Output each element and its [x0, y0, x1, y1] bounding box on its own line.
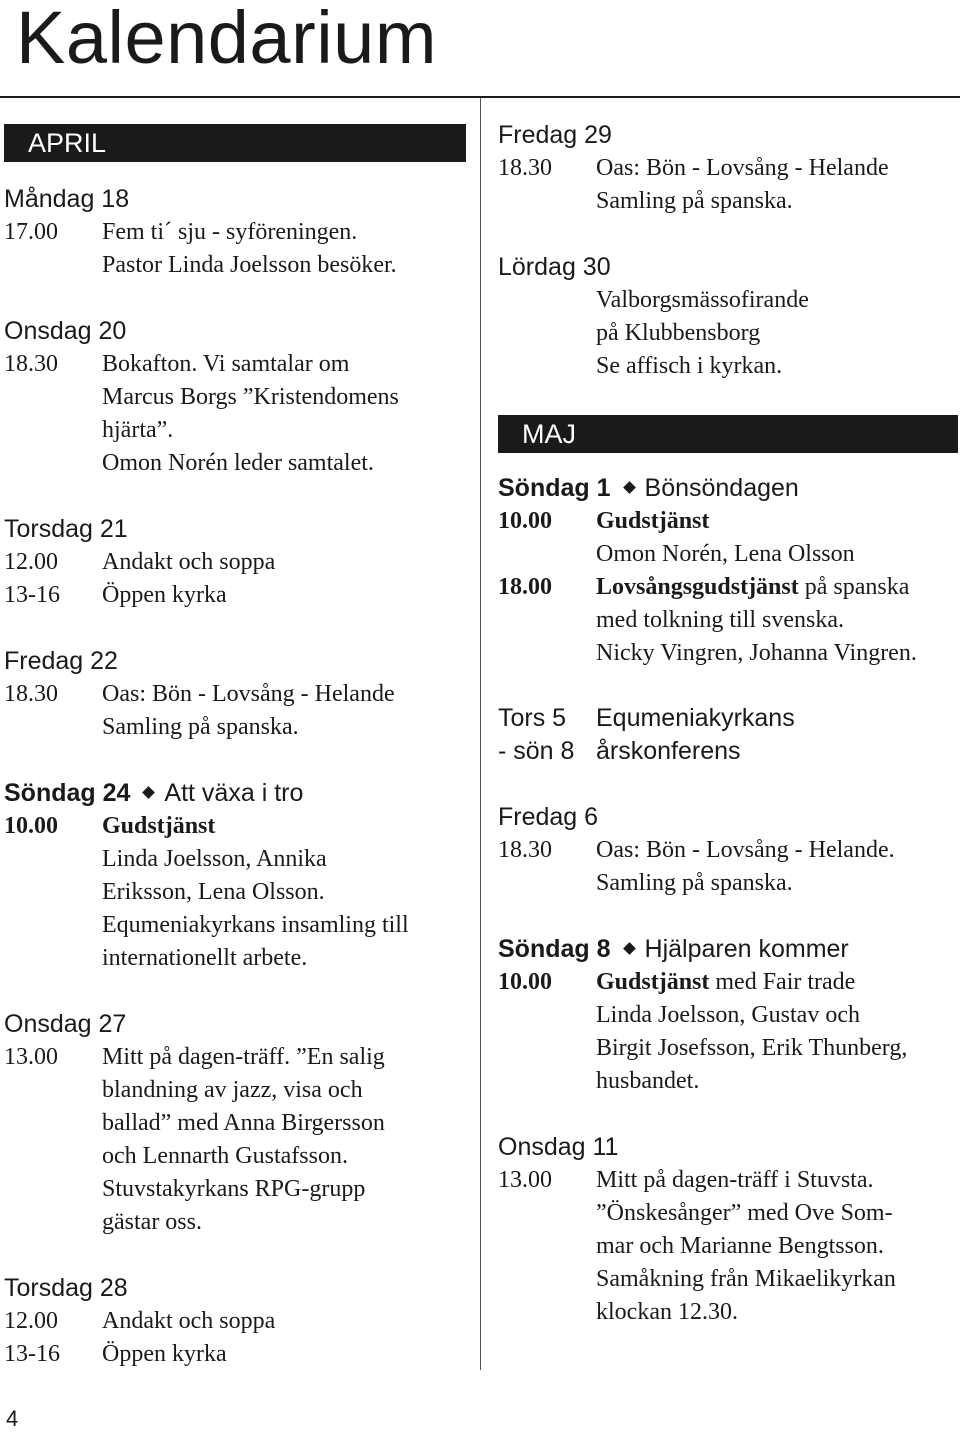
day-entry [4, 1007, 466, 1239]
event-row [4, 216, 466, 282]
event-line: ”Önskesånger” med Ove Som- [596, 1200, 893, 1226]
event-text [596, 571, 958, 670]
day-heading [498, 250, 958, 284]
event-row [4, 1305, 466, 1338]
day-name: Fredag 6 [498, 803, 599, 831]
event-text [102, 1041, 466, 1239]
day-theme: Hjälparen kommer [644, 935, 849, 963]
day-name: Onsdag 20 [4, 317, 127, 345]
day-entry [4, 314, 466, 480]
day-name: Torsdag 28 [4, 1274, 128, 1302]
day-heading [498, 1130, 958, 1164]
day-heading [498, 932, 958, 966]
event-line: Oas: Bön - Lovsång - Helande [596, 155, 889, 181]
event-line: Linda Joelsson, Gustav och [596, 1002, 860, 1028]
day-name: Lördag 30 [498, 253, 611, 281]
event-lead: Lovsångsgudstjänst [596, 574, 799, 600]
event-line: Andakt och soppa [102, 549, 276, 575]
event-lead: Gudstjänst [102, 813, 216, 839]
event-time: - sön 8 [498, 737, 575, 765]
event-time: 18.00 [498, 574, 552, 600]
day-entry [4, 1271, 466, 1371]
event-line: Samling på spanska. [596, 870, 793, 896]
event-text [596, 834, 958, 900]
event-line: Oas: Bön - Lovsång - Helande [102, 681, 395, 707]
day-name: Fredag 29 [498, 121, 612, 149]
day-heading [4, 314, 466, 348]
month-header-april: APRIL [4, 124, 466, 162]
day-name: Fredag 22 [4, 647, 118, 675]
event-time: 13-16 [4, 582, 60, 608]
event-text [596, 505, 958, 571]
event-line: och Lennarth Gustafsson. [102, 1143, 348, 1169]
event-text [102, 678, 466, 744]
event-time: 12.00 [4, 1308, 58, 1334]
event-row [498, 1164, 958, 1329]
event-lead: Gudstjänst [596, 508, 710, 534]
event-line: Birgit Josefsson, Erik Thunberg, [596, 1035, 908, 1061]
event-time [498, 284, 596, 383]
event-line: husbandet. [596, 1068, 700, 1094]
event-line: Andakt och soppa [102, 1308, 276, 1334]
day-heading [4, 644, 466, 678]
event-row [498, 152, 958, 218]
event-time: 18.30 [498, 837, 552, 863]
event-text [596, 152, 958, 218]
event-row [4, 678, 466, 744]
day-heading [4, 1007, 466, 1041]
event-row [498, 702, 958, 735]
event-lead-rest: på spanska [798, 574, 910, 600]
day-entry [4, 776, 466, 975]
column-divider [480, 98, 481, 1370]
day-theme: Bönsöndagen [644, 474, 799, 502]
event-line: gästar oss. [102, 1209, 202, 1235]
event-line: Oas: Bön - Lovsång - Helande. [596, 837, 895, 863]
event-line: Se affisch i kyrkan. [596, 353, 783, 379]
day-entry [4, 512, 466, 612]
day-name: Söndag 1 [498, 474, 611, 502]
event-line: Linda Joelsson, Annika [102, 846, 327, 872]
event-text [102, 810, 466, 975]
event-line [596, 966, 958, 999]
event-line: Bokafton. Vi samtalar om [102, 351, 350, 377]
event-row [498, 834, 958, 900]
day-entry [4, 644, 466, 744]
event-text [596, 735, 958, 768]
event-row [4, 1041, 466, 1239]
day-entry [498, 1130, 958, 1329]
event-lead-rest: med Fair trade [709, 969, 856, 995]
event-text [596, 284, 958, 383]
event-text [102, 546, 466, 579]
month-header-maj: MAJ [498, 415, 958, 453]
event-text [596, 966, 958, 1098]
event-line: årskonferens [596, 737, 741, 765]
event-time: 13.00 [4, 1044, 58, 1070]
event-row [4, 810, 466, 975]
event-text [102, 579, 466, 612]
event-line [102, 810, 466, 843]
right-column [498, 118, 958, 1361]
event-row [4, 1338, 466, 1371]
event-line: ballad” med Anna Birgersson [102, 1110, 385, 1136]
event-line: Valborgsmässofirande [596, 287, 809, 313]
day-entry [4, 182, 466, 282]
day-name: Söndag 24 [4, 779, 131, 807]
event-line: Samåkning från Mikaelikyrkan [596, 1266, 896, 1292]
diamond-icon [623, 481, 636, 494]
day-entry [498, 250, 958, 383]
day-theme: Att växa i tro [164, 779, 304, 807]
april-days-continued [498, 118, 958, 383]
event-text [596, 702, 958, 735]
event-row [498, 284, 958, 383]
event-line [596, 571, 958, 604]
event-line: Fem ti´ sju - syföreningen. [102, 219, 358, 245]
event-time: 13-16 [4, 1341, 60, 1367]
day-name: Onsdag 27 [4, 1010, 127, 1038]
event-time: 10.00 [4, 813, 58, 839]
diamond-icon [623, 942, 636, 955]
event-lead: Gudstjänst [596, 969, 710, 995]
event-line: internationellt arbete. [102, 945, 308, 971]
event-line: mar och Marianne Bengtsson. [596, 1233, 884, 1259]
page-number: 4 [6, 1406, 19, 1431]
event-row [498, 966, 958, 1098]
day-entry [498, 932, 958, 1098]
event-line: Omon Norén, Lena Olsson [596, 541, 855, 567]
day-name: Torsdag 21 [4, 515, 128, 543]
event-row [498, 735, 958, 768]
event-text [102, 216, 466, 282]
event-line: Nicky Vingren, Johanna Vingren. [596, 640, 917, 666]
event-line: klockan 12.30. [596, 1299, 738, 1325]
day-heading [498, 471, 958, 505]
event-line [596, 505, 958, 538]
event-line: blandning av jazz, visa och [102, 1077, 363, 1103]
event-line: Equmeniakyrkans [596, 704, 795, 732]
event-line: Equmeniakyrkans insamling till [102, 912, 409, 938]
day-heading [4, 1271, 466, 1305]
day-name: Måndag 18 [4, 185, 130, 213]
event-line: Öppen kyrka [102, 582, 227, 608]
day-entry [498, 118, 958, 218]
day-entry [498, 471, 958, 670]
day-entry [498, 702, 958, 768]
event-text [102, 348, 466, 480]
event-row [4, 348, 466, 480]
event-line: Öppen kyrka [102, 1341, 227, 1367]
event-row [4, 546, 466, 579]
event-text [102, 1305, 466, 1338]
event-time: 12.00 [4, 549, 58, 575]
event-time: 18.30 [4, 351, 58, 377]
day-entry [498, 800, 958, 900]
event-line: Eriksson, Lena Olsson. [102, 879, 325, 905]
event-time: 13.00 [498, 1167, 552, 1193]
day-heading [4, 512, 466, 546]
event-line: Mitt på dagen-träff. ”En salig [102, 1044, 385, 1070]
event-time: 10.00 [498, 969, 552, 995]
event-time: 10.00 [498, 508, 552, 534]
event-line: hjärta”. [102, 417, 174, 443]
event-line: Stuvstakyrkans RPG-grupp [102, 1176, 366, 1202]
event-time: 17.00 [4, 219, 58, 245]
event-line: Mitt på dagen-träff i Stuvsta. [596, 1167, 874, 1193]
day-name: Onsdag 11 [498, 1133, 619, 1161]
event-time: 18.30 [4, 681, 58, 707]
day-heading [4, 776, 466, 810]
event-line: på Klubbensborg [596, 320, 761, 346]
event-line: Omon Norén leder samtalet. [102, 450, 374, 476]
event-line: med tolkning till svenska. [596, 607, 844, 633]
april-days [4, 182, 466, 1371]
event-line: Samling på spanska. [596, 188, 793, 214]
day-heading [498, 118, 958, 152]
event-row [498, 571, 958, 670]
event-line: Marcus Borgs ”Kristendomens [102, 384, 399, 410]
event-row [4, 579, 466, 612]
left-column [4, 124, 466, 1403]
event-text [596, 1164, 958, 1329]
day-heading [498, 800, 958, 834]
event-row [498, 505, 958, 571]
event-time: 18.30 [498, 155, 552, 181]
page-title: Kalendarium [16, 0, 437, 79]
day-heading [4, 182, 466, 216]
maj-days [498, 471, 958, 1329]
event-line: Samling på spanska. [102, 714, 299, 740]
event-line: Pastor Linda Joelsson besöker. [102, 252, 397, 278]
diamond-icon [143, 786, 156, 799]
day-name: Söndag 8 [498, 935, 611, 963]
event-time: Tors 5 [498, 704, 567, 732]
event-text [102, 1338, 466, 1371]
